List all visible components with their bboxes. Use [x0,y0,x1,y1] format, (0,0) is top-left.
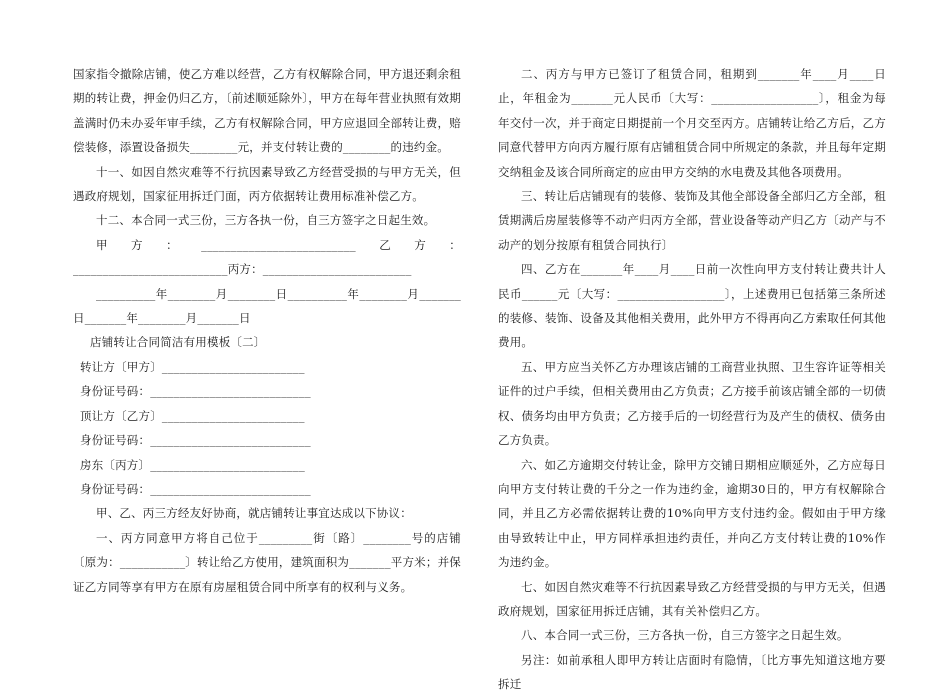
party-id-number: 身份证号码：___________________________ [80,384,311,399]
clause-5: 五、甲方应当关怀乙方办理该店铺的工商营业执照、卫生容许证等相关证件的过户手续，但相关费用由乙方负责；乙方接手前该店铺全部的一切债权、债务均由甲方负责；乙方接手后的一切经营行为及产生的债权、债务由乙方负责。 [498,359,886,448]
clause-7: 七、如因自然灾难等不行抗因素导致乙方经营受损的与甲方无关，但遇政府规划，国家征用拆迁店铺，其有关补偿归乙方。 [498,579,886,618]
date-line: __________年________月________日__________年________月_______日_______年________月_______日 [73,286,461,326]
clause-4: 四、乙方在_______年____月____日前一次性向甲方支付转让费共计人民币______元〔大写：__________________〕，上述费用已包括第三条所述的装修、装饰、设备及其他相关费用，此外甲方不得再向乙方索取任何其他费用。 [498,262,886,350]
clause-3: 三、转让后店铺现有的装修、装饰及其他全部设备全部归乙方全部，租赁期满后房屋装修等不动产归丙方全部，营业设备等动产归乙方〔动产与不动产的划分按原有租赁合同执行〕 [498,189,886,252]
left-column [73,62,461,599]
party-id-number: 身份证号码：___________________________ [80,481,311,496]
clause-8: 八、本合同一式三份，三方各执一份，自三方签字之日起生效。 [521,628,849,643]
party-transferee: 顶让方〔乙方〕________________________ [80,408,305,423]
signature-line: 甲方：__________________________乙方：__________________________丙方：_________________________ [73,237,461,277]
paragraph: 国家指令撤除店铺，使乙方难以经营，乙方有权解除合同，甲方退还剩余租期的转让费，押金仍归乙方，〔前述顺延除外〕，甲方在每年营业执照有效期盖满时仍未办妥年审手续，乙方有权解除合同，甲方应退回全部转让费，赔偿装修，添置设备损失________元，并支付转让费的________的违约金。 [73,67,461,155]
clause-2: 二、丙方与甲方已签订了租赁合同，租期到_______年____月____日止，年租金为_______元人民币〔大写：__________________〕，租金为每年交付一次，并于商定日期提前一个月交至丙方。店铺转让给乙方后，乙方同意代替甲方向丙方履行原有店铺租赁合同中所规定的条款，并且每年定期交纳租金及该合同所商定的应由甲方交纳的水电费及其他各项费用。 [498,67,886,179]
party-transferor: 转让方〔甲方〕________________________ [80,359,305,374]
clause-11: 十一、如因自然灾难等不行抗因素导致乙方经营受损的与甲方无关，但遇政府规划，国家征用拆迁门面，丙方依据转让费用标准补偿乙方。 [73,164,461,204]
section-title: 店铺转让合同简洁有用模板〔二〕 [90,335,266,350]
party-id-number: 身份证号码：___________________________ [80,433,311,448]
clause-6: 六、如乙方逾期交付转让金，除甲方交铺日期相应顺延外，乙方应每日向甲方支付转让费的千分之一作为违约金，逾期30日的，甲方有权解除合同，并且乙方必需依据转让费的10%向甲方支付违约金。假如由于甲方缘由导致转让中止，甲方同样承担违约责任，并向乙方支付转让费的10%作为违约金。 [498,457,886,570]
clause-12: 十二、本合同一式三份，三方各执一份，自三方签字之日起生效。 [96,213,436,228]
clause-1: 一、丙方同意甲方将自己位于_________街〔路〕________号的店铺〔原为：___________〕转让给乙方使用，建筑面积为_______平方米；并保证乙方同等享有甲方在原有房屋租赁合同中所享有的权利与义务。 [73,530,461,594]
party-landlord: 房东〔丙方〕__________________________ [80,457,305,472]
agreement-intro: 甲、乙、丙三方经友好协商，就店铺转让事宜达成以下协议： [96,506,412,521]
note: 另注：如前承租人即甲方转让店面时有隐情，〔比方事先知道这地方要拆迁 [498,652,886,692]
right-column [498,62,886,697]
